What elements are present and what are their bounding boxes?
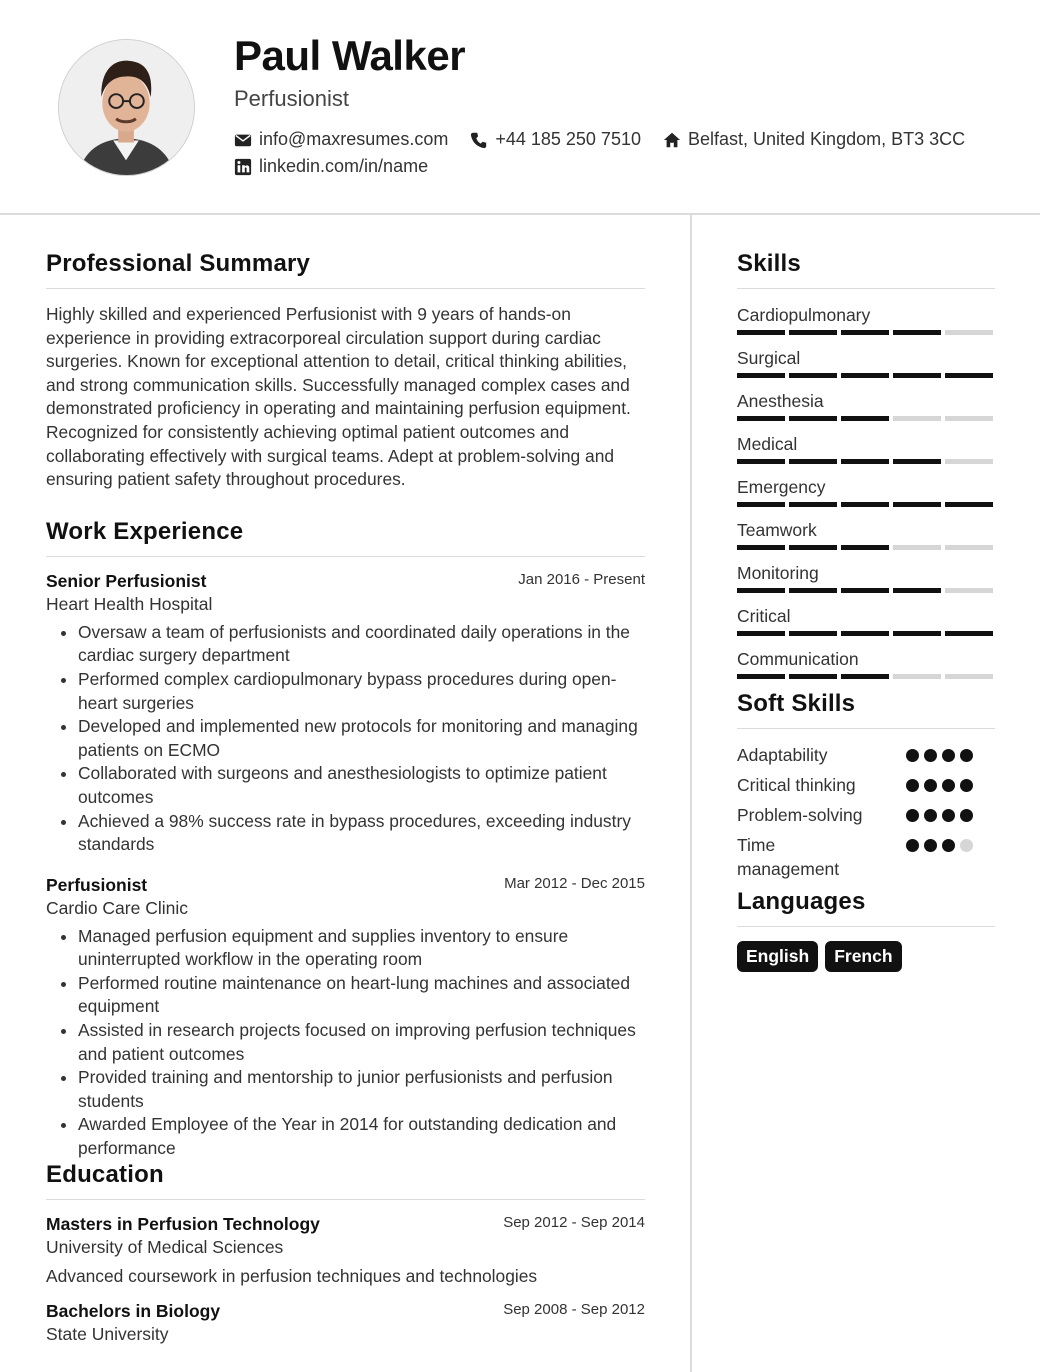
- skill-level-segment: [893, 502, 941, 507]
- skill-level-segment: [737, 459, 785, 464]
- skill-level-segment: [893, 545, 941, 550]
- skill-level-segment: [789, 502, 837, 507]
- skill-level-segment: [945, 502, 993, 507]
- skills-heading: Skills: [737, 250, 995, 289]
- experience-heading: Work Experience: [46, 518, 645, 557]
- soft-skill-rating: [906, 809, 978, 822]
- rating-dot: [924, 839, 937, 852]
- skill-level-segment: [737, 631, 785, 636]
- skill-level-segment: [789, 416, 837, 421]
- skill-level-segment: [789, 459, 837, 464]
- skills-list: [737, 303, 995, 690]
- profile-photo: [58, 39, 195, 176]
- linkedin-icon: [234, 158, 252, 176]
- school-name: State University: [46, 1323, 169, 1344]
- job-date: Mar 2012 - Dec 2015: [504, 874, 645, 892]
- contact-address: [663, 129, 965, 150]
- education-date: Sep 2012 - Sep 2014: [503, 1213, 645, 1231]
- skill-level-segment: [737, 588, 785, 593]
- skill-level-segment: [945, 674, 993, 679]
- skill-level-segment: [945, 330, 993, 335]
- skill-level-bar: [737, 459, 997, 464]
- envelope-icon: [234, 131, 252, 149]
- skill-level-segment: [893, 674, 941, 679]
- soft-skill-item: [737, 833, 995, 888]
- contact-phone[interactable]: [470, 129, 641, 150]
- education-list: [46, 1214, 645, 1345]
- soft-skill-rating: [906, 749, 978, 762]
- languages-heading: Languages: [737, 888, 995, 927]
- soft-skill-item: [737, 773, 995, 803]
- skill-level-segment: [841, 330, 889, 335]
- skill-level-segment: [841, 416, 889, 421]
- job-date: Jan 2016 - Present: [518, 570, 645, 588]
- soft-skill-item: [737, 743, 995, 773]
- skill-level-segment: [789, 588, 837, 593]
- job-entry: [46, 571, 645, 857]
- soft-skills-section: [737, 690, 995, 888]
- rating-dot: [924, 749, 937, 762]
- skill-name: Anesthesia: [737, 391, 824, 411]
- soft-skill-name: Problem-solving: [737, 805, 863, 825]
- skill-level-segment: [841, 459, 889, 464]
- bullet-item: • Managed perfusion equipment and supplies inventory to ensure uninterrupted workflow in the operating room: [78, 925, 645, 972]
- skill-level-segment: [841, 545, 889, 550]
- skill-level-segment: [737, 416, 785, 421]
- skill-item: [737, 432, 995, 475]
- main-column: [46, 250, 645, 1345]
- skill-name: Emergency: [737, 477, 826, 497]
- rating-dot: [942, 749, 955, 762]
- soft-skill-name: Critical thinking: [737, 775, 856, 795]
- education-heading: Education: [46, 1161, 645, 1200]
- skill-level-segment: [893, 588, 941, 593]
- education-description: Advanced coursework in perfusion techniques and technologies: [46, 1265, 538, 1286]
- rating-dot: [906, 749, 919, 762]
- soft-skill-rating: [906, 779, 978, 792]
- languages-section: [737, 888, 995, 972]
- person-portrait-icon: [59, 40, 194, 175]
- skill-item: [737, 389, 995, 432]
- linkedin-text: linkedin.com/in/name: [259, 156, 429, 176]
- job-role: Perfusionist: [46, 874, 148, 895]
- skill-level-segment: [789, 330, 837, 335]
- job-bullets: [46, 925, 645, 1161]
- skill-level-bar: [737, 674, 997, 679]
- skill-item: [737, 303, 995, 346]
- skill-level-segment: [945, 416, 993, 421]
- bullet-item: • Assisted in research projects focused on improving perfusion techniques and patient outcomes: [78, 1019, 645, 1066]
- skill-level-segment: [841, 588, 889, 593]
- contact-row: [234, 129, 987, 150]
- summary-heading: Professional Summary: [46, 250, 645, 289]
- education-entry: [46, 1301, 645, 1345]
- skill-name: Medical: [737, 434, 798, 454]
- skills-section: [737, 250, 995, 690]
- soft-skill-name: Time management: [737, 835, 840, 879]
- phone-text: +44 185 250 7510: [495, 129, 641, 149]
- skill-level-segment: [893, 459, 941, 464]
- skill-level-segment: [945, 631, 993, 636]
- job-role: Senior Perfusionist: [46, 570, 207, 591]
- bullet-item: • Collaborated with surgeons and anesthesiologists to optimize patient outcomes: [78, 762, 645, 809]
- skill-level-bar: [737, 502, 997, 507]
- skill-level-bar: [737, 588, 997, 593]
- soft-skill-item: [737, 803, 995, 833]
- bullet-item: • Oversaw a team of perfusionists and coordinated daily operations in the cardiac surgery department: [78, 621, 645, 668]
- rating-dot: [906, 839, 919, 852]
- rating-dot: [906, 809, 919, 822]
- skill-level-segment: [893, 373, 941, 378]
- rating-dot: [960, 749, 973, 762]
- summary-section: [46, 250, 645, 492]
- skill-item: [737, 475, 995, 518]
- skill-level-segment: [737, 373, 785, 378]
- bullet-item: • Performed complex cardiopulmonary bypass procedures during open-heart surgeries: [78, 668, 645, 715]
- job-company: Cardio Care Clinic: [46, 897, 188, 918]
- rating-dot: [924, 809, 937, 822]
- skill-level-segment: [841, 631, 889, 636]
- job-entry: [46, 875, 645, 1161]
- skill-name: Cardiopulmonary: [737, 305, 871, 325]
- language-badge: English: [737, 941, 818, 972]
- rating-dot: [942, 779, 955, 792]
- skill-level-segment: [737, 502, 785, 507]
- education-entry: [46, 1214, 645, 1287]
- school-name: University of Medical Sciences: [46, 1236, 284, 1257]
- bullet-item: • Developed and implemented new protocols for monitoring and managing patients on ECMO: [78, 715, 645, 762]
- bullet-item: • Performed routine maintenance on heart-lung machines and associated equipment: [78, 972, 645, 1019]
- skill-level-segment: [841, 674, 889, 679]
- resume-header: [0, 0, 1040, 215]
- skill-level-segment: [893, 631, 941, 636]
- experience-section: [46, 518, 645, 1161]
- skill-level-bar: [737, 330, 997, 335]
- job-list: [46, 571, 645, 1161]
- skill-level-segment: [841, 502, 889, 507]
- skill-level-bar: [737, 416, 997, 421]
- skill-level-segment: [789, 631, 837, 636]
- skill-level-segment: [945, 459, 993, 464]
- rating-dot: [906, 779, 919, 792]
- skill-item: [737, 518, 995, 561]
- skill-level-segment: [737, 545, 785, 550]
- soft-skill-rating: [906, 839, 978, 852]
- rating-dot: [942, 839, 955, 852]
- skill-name: Surgical: [737, 348, 801, 368]
- address-text: Belfast, United Kingdom, BT3 3CC: [687, 129, 966, 149]
- bullet-item: • Provided training and mentorship to junior perfusionists and perfusion students: [78, 1066, 645, 1113]
- skill-item: [737, 647, 995, 690]
- skill-level-segment: [737, 674, 785, 679]
- skill-name: Communication: [737, 649, 859, 669]
- email-text: info@maxresumes.com: [259, 129, 449, 149]
- education-section: [46, 1161, 645, 1345]
- skill-level-segment: [789, 373, 837, 378]
- skill-level-segment: [945, 588, 993, 593]
- skill-level-bar: [737, 545, 997, 550]
- skill-level-segment: [789, 545, 837, 550]
- candidate-name: Paul Walker: [234, 32, 466, 79]
- skill-name: Critical: [737, 606, 791, 626]
- home-icon: [663, 131, 681, 149]
- skill-level-bar: [737, 373, 997, 378]
- job-company: Heart Health Hospital: [46, 593, 213, 614]
- skill-level-segment: [841, 373, 889, 378]
- skill-level-segment: [945, 545, 993, 550]
- rating-dot: [924, 779, 937, 792]
- skill-level-segment: [789, 674, 837, 679]
- language-badge: French: [825, 941, 901, 972]
- skill-level-bar: [737, 631, 997, 636]
- skill-item: [737, 561, 995, 604]
- language-list: [737, 941, 995, 972]
- education-date: Sep 2008 - Sep 2012: [503, 1300, 645, 1318]
- skill-name: Monitoring: [737, 563, 819, 583]
- degree-name: Masters in Perfusion Technology: [46, 1213, 320, 1234]
- candidate-title: Perfusionist: [234, 86, 349, 111]
- sidebar-column: [737, 250, 995, 972]
- contact-linkedin[interactable]: [234, 156, 428, 177]
- rating-dot: [942, 809, 955, 822]
- skill-item: [737, 346, 995, 389]
- skill-level-segment: [945, 373, 993, 378]
- soft-skills-heading: Soft Skills: [737, 690, 995, 729]
- summary-text: Highly skilled and experienced Perfusionist with 9 years of hands-on experience in providing extracorporeal circulation support during cardiac surgeries. Known for exceptional attention to detail, critical thinking abilities, and strong communication skills. Successfully managed complex cases and demonstrated proficiency in operating and maintaining perfusion equipment. Recognized for consistently achieving optimal patient outcomes and collaborating effectively with surgical teams. Adept at problem-solving and ensuring patient safety throughout procedures.: [46, 304, 631, 490]
- job-bullets: [46, 621, 645, 857]
- skill-level-segment: [893, 416, 941, 421]
- contact-row: [234, 156, 450, 177]
- soft-skills-list: [737, 743, 995, 888]
- rating-dot: [960, 779, 973, 792]
- column-divider: [690, 215, 692, 1372]
- degree-name: Bachelors in Biology: [46, 1300, 221, 1321]
- bullet-item: • Awarded Employee of the Year in 2014 for outstanding dedication and performance: [78, 1113, 645, 1160]
- rating-dot: [960, 839, 973, 852]
- skill-item: [737, 604, 995, 647]
- bullet-item: • Achieved a 98% success rate in bypass procedures, exceeding industry standards: [78, 810, 645, 857]
- phone-icon: [470, 131, 488, 149]
- soft-skill-name: Adaptability: [737, 745, 828, 765]
- contact-email[interactable]: [234, 129, 448, 150]
- skill-level-segment: [893, 330, 941, 335]
- skill-level-segment: [737, 330, 785, 335]
- rating-dot: [960, 809, 973, 822]
- skill-name: Teamwork: [737, 520, 817, 540]
